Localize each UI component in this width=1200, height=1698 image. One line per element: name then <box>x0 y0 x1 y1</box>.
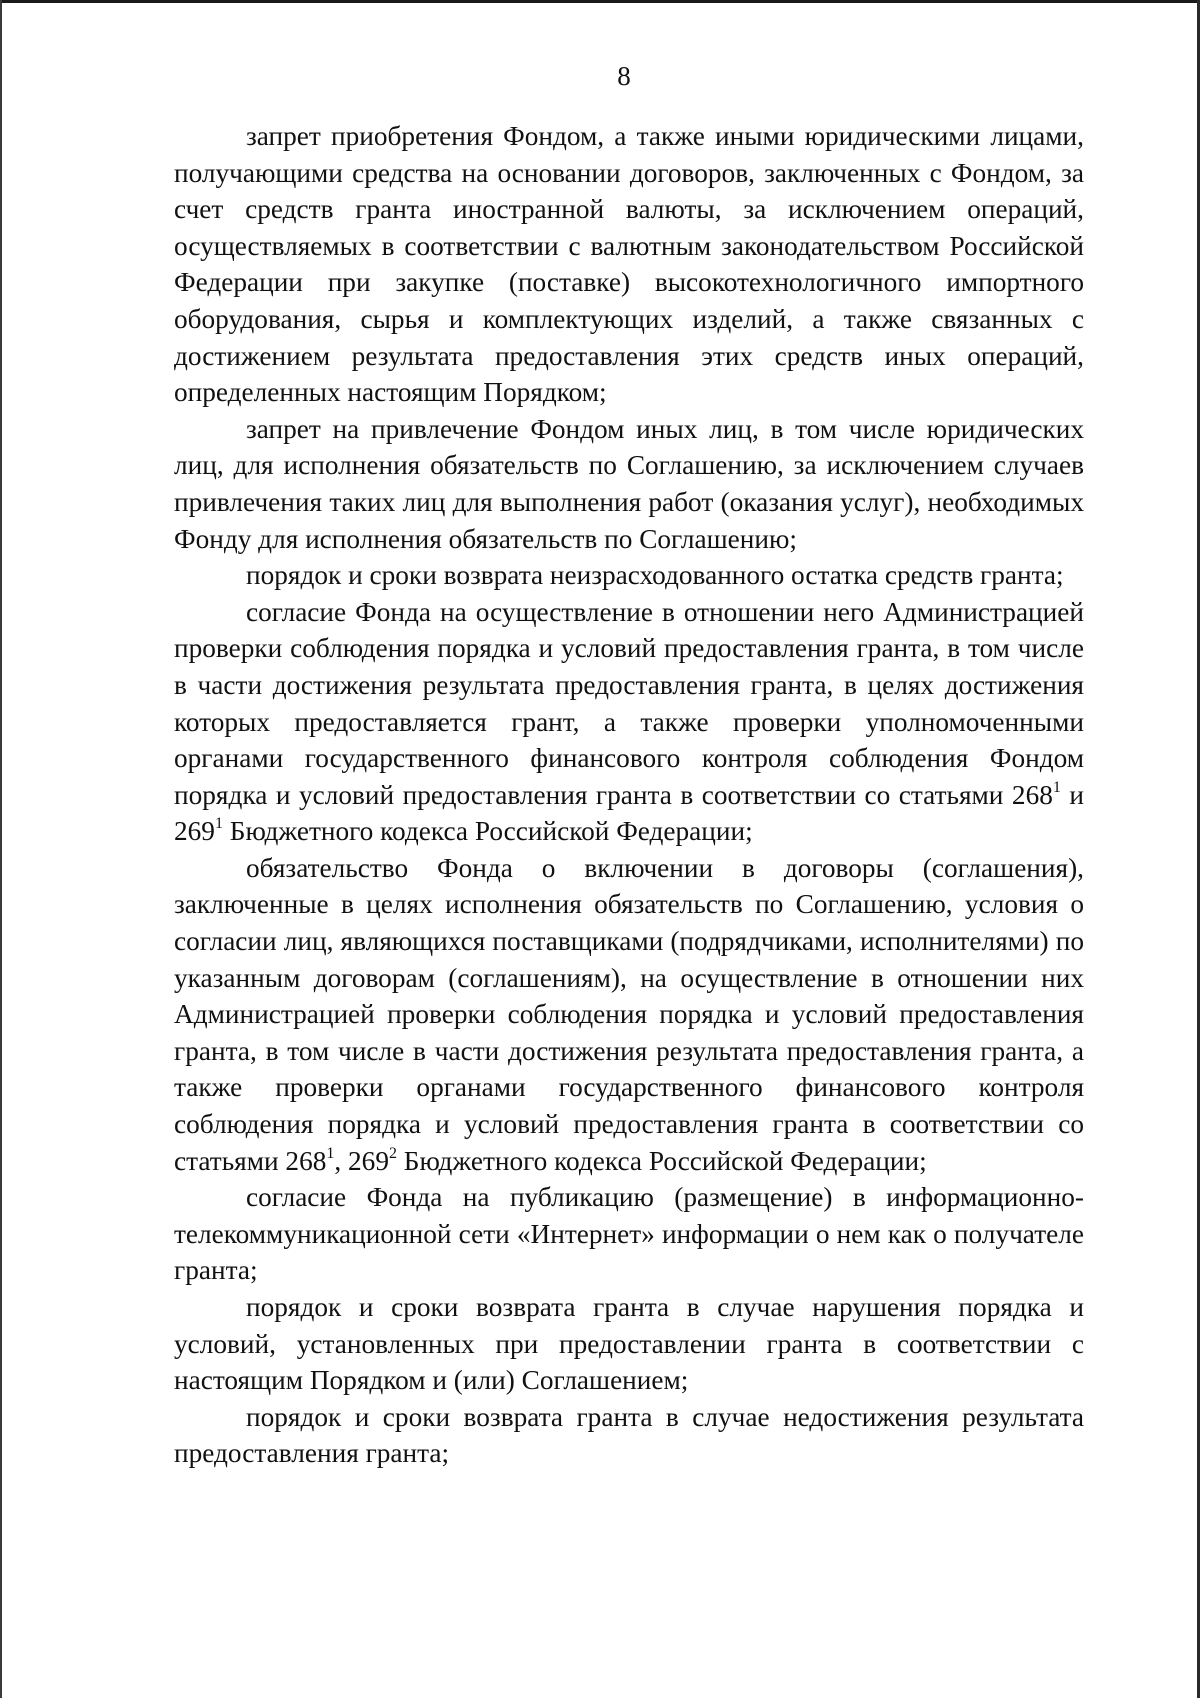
paragraph-text: и 269 <box>174 779 1085 847</box>
page-number: 8 <box>617 61 631 91</box>
paragraph-text: согласие Фонда на осуществление в отношении него Администрацией проверки соблюдения порядка и условий предоставления гранта, в том числе в части достижения результата предоставления гранта, в целях достижения которых предоставляется грант, а также проверки уполномоченными органами государственного финансового контроля соблюдения Фондом порядка и условий предоставления гранта в соответствии со статьями 268 <box>174 596 1084 810</box>
paragraph-audit-consent <box>174 594 1084 850</box>
scan-edge-left <box>0 0 2 1698</box>
paragraph-return-nonachievement <box>174 1399 1084 1472</box>
superscript: 1 <box>1052 778 1061 796</box>
paragraph-foreign-currency-ban <box>174 118 1084 411</box>
paragraph-text: Бюджетного кодекса Российской Федерации; <box>396 1145 927 1176</box>
paragraph-third-party-ban <box>174 411 1084 557</box>
paragraph-text: запрет приобретения Фондом, а также иными юридическими лицами, получающими средства на основании договоров, заключенных с Фондом, за счет средств гранта иностранной валюты, за исключением операций, осуществляемых в соответствии с валютным законодательством Российской Федерации при закупке (поставке) высокотехнологичного импортного оборудования, сырья и комплектующих изделий, а также связанных с достижением результата предоставления этих средств иных операций, определенных настоящим Порядком; <box>174 121 1084 408</box>
paragraph-contract-obligation <box>174 850 1084 1179</box>
paragraph-publication-consent <box>174 1179 1084 1289</box>
paragraph-text: , 269 <box>334 1145 389 1176</box>
paragraph-text: порядок и сроки возврата неизрасходованного остатка средств гранта; <box>246 560 1064 591</box>
paragraph-text: запрет на привлечение Фондом иных лиц, в том числе юридических лиц, для исполнения обязательств по Соглашению, за исключением случаев привлечения таких лиц для выполнения работ (оказания услуг), необходимых Фонду для исполнения обязательств по Соглашению; <box>174 413 1084 554</box>
document-body <box>174 118 1084 1472</box>
paragraph-text: Бюджетного кодекса Российской Федерации; <box>222 816 753 847</box>
paragraph-text: порядок и сроки возврата гранта в случае нарушения порядка и условий, установленных при предоставлении гранта в соответствии с настоящим Порядком и (или) Соглашением; <box>174 1292 1084 1396</box>
superscript: 2 <box>388 1144 397 1162</box>
paragraph-return-violation <box>174 1289 1084 1399</box>
paragraph-text: согласие Фонда на публикацию (размещение) в информационно-телекоммуникационной сети «Интернет» информации о нем как о получателе гранта; <box>174 1182 1084 1286</box>
superscript: 1 <box>326 1144 335 1162</box>
paragraph-unspent-return <box>174 557 1084 594</box>
paragraph-text: обязательство Фонда о включении в договоры (соглашения), заключенные в целях исполнения обязательств по Соглашению, условия о согласии лиц, являющихся поставщиками (подрядчиками, исполнителями) по указанным договорам (соглашениям), на осуществление в отношении них Администрацией проверки соблюдения порядка и условий предоставления гранта, в том числе в части достижения результата предоставления гранта, а также проверки органами государственного финансового контроля соблюдения порядка и условий предоставления гранта в соответствии со статьями 268 <box>174 852 1084 1176</box>
paragraph-text: порядок и сроки возврата гранта в случае недостижения результата предоставления гранта; <box>174 1401 1084 1469</box>
scan-edge-top <box>0 0 1200 3</box>
superscript: 1 <box>214 815 223 833</box>
